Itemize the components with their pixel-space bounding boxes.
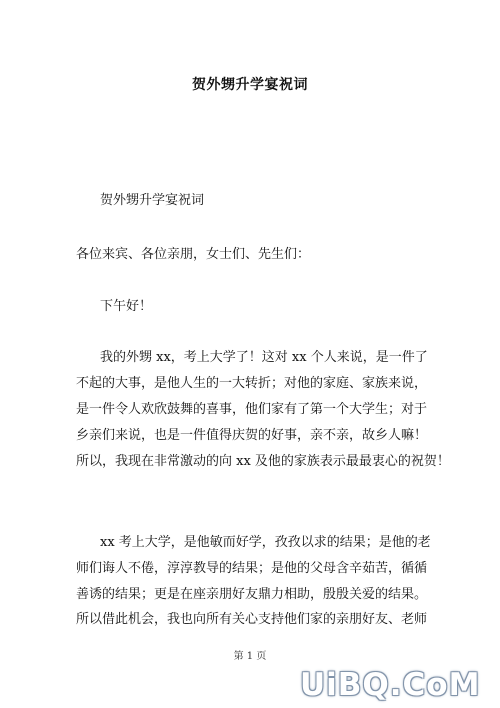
paragraph2-line-1: xx 考上大学，是他敏而好学，孜孜以求的结果；是他的老 [100, 535, 431, 550]
page-number: 第 1 页 [233, 651, 267, 662]
paragraph1-line-3: 是一件令人欢欣鼓舞的喜事，他们家有了第一个大学生；对于 [76, 402, 428, 417]
paragraph1-line-1: 我的外甥 xx，考上大学了！这对 xx 个人来说，是一件了 [100, 350, 428, 365]
afternoon-greeting: 下午好！ [100, 299, 153, 314]
paragraph1-line-2: 不起的大事，是他人生的一大转折；对他的家庭、家族来说， [76, 376, 428, 391]
greeting-line: 各位来宾、各位亲朋，女士们、先生们： [76, 247, 311, 262]
paragraph2-line-4: 所以借此机会，我也向所有关心支持他们家的亲朋好友、老师 [76, 612, 428, 627]
site-watermark: UiBQ.CoM [300, 667, 481, 703]
paragraph2-line-2: 师们诲人不倦，淳淳教导的结果；是他的父母含辛茹苦，循循 [76, 561, 428, 576]
paragraph1-line-5: 所以，我现在非常激动的向 xx 及他的家族表示最最衷心的祝贺！ [76, 454, 450, 469]
document-title: 贺外甥升学宴祝词 [192, 77, 308, 93]
subtitle-line: 贺外甥升学宴祝词 [100, 193, 205, 208]
paragraph2-line-3: 善诱的结果；更是在座亲朋好友鼎力相助，殷殷关爱的结果。 [76, 587, 428, 602]
paragraph1-line-4: 乡亲们来说，也是一件值得庆贺的好事，亲不亲，故乡人嘛！ [76, 428, 428, 443]
